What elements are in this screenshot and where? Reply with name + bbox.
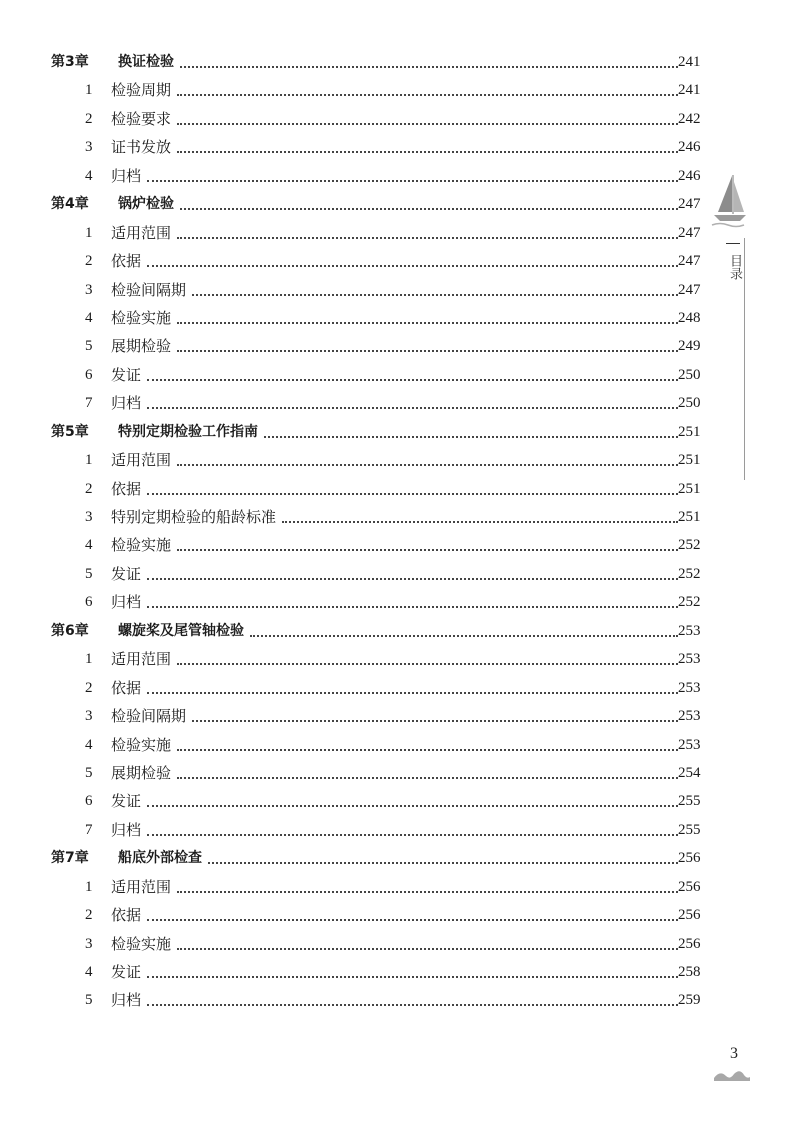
toc-section-row[interactable] bbox=[0, 732, 790, 760]
toc-entry-title: 检验要求 bbox=[111, 109, 172, 128]
toc-entry-title: 依据 bbox=[111, 479, 142, 498]
dot-leader bbox=[147, 493, 678, 495]
toc-entry-number: 4 bbox=[85, 964, 93, 980]
side-rule bbox=[744, 238, 745, 480]
toc-entry-title: 展期检验 bbox=[111, 763, 172, 782]
toc-entry-number: 1 bbox=[85, 452, 93, 469]
toc-entry-title: 归档 bbox=[111, 593, 142, 612]
toc-entry-page: 259 bbox=[678, 992, 701, 1009]
toc-entry-number: 第7章 bbox=[51, 850, 89, 867]
dot-leader bbox=[264, 436, 678, 438]
toc-entry-number: 4 bbox=[85, 537, 93, 554]
dot-leader bbox=[147, 606, 678, 608]
dot-leader bbox=[147, 265, 678, 267]
toc-entry-page: 253 bbox=[678, 651, 701, 668]
toc-section-row[interactable] bbox=[0, 646, 790, 674]
toc-entry-title: 适用范围 bbox=[111, 650, 172, 669]
toc-entry-title: 适用范围 bbox=[111, 451, 172, 470]
dot-leader bbox=[177, 663, 678, 665]
toc-section-row[interactable] bbox=[0, 987, 790, 1015]
dot-leader bbox=[282, 521, 678, 523]
toc-entry-number: 4 bbox=[85, 309, 93, 326]
toc-entry-number: 2 bbox=[85, 907, 93, 924]
toc-entry-number: 5 bbox=[85, 992, 93, 1009]
toc-section-row[interactable] bbox=[0, 447, 790, 475]
toc-entry-title: 发证 bbox=[111, 792, 142, 811]
toc-entry-page: 252 bbox=[678, 594, 701, 611]
dot-leader bbox=[177, 350, 678, 352]
dot-leader bbox=[177, 322, 678, 324]
toc-entry-title: 发证 bbox=[111, 963, 142, 981]
toc-entry-number: 第5章 bbox=[51, 423, 89, 440]
dot-leader bbox=[147, 1004, 678, 1006]
toc-section-row[interactable] bbox=[0, 77, 790, 105]
toc-chapter-row[interactable] bbox=[0, 845, 790, 873]
toc-entry-page: 241 bbox=[678, 82, 701, 99]
toc-section-row[interactable] bbox=[0, 959, 790, 987]
toc-section-row[interactable] bbox=[0, 305, 790, 333]
dot-leader bbox=[147, 976, 678, 978]
toc-section-row[interactable] bbox=[0, 703, 790, 731]
toc-entry-page: 253 bbox=[678, 736, 701, 753]
toc-entry-number: 1 bbox=[85, 82, 93, 99]
toc-entry-number: 7 bbox=[85, 821, 93, 838]
dot-leader bbox=[147, 578, 678, 580]
toc-section-row[interactable] bbox=[0, 163, 790, 191]
toc-entry-title: 适用范围 bbox=[111, 877, 172, 896]
dot-leader bbox=[147, 180, 678, 182]
page-number: 3 bbox=[730, 1045, 738, 1062]
dot-leader bbox=[177, 464, 678, 466]
toc-entry-title: 归档 bbox=[111, 820, 142, 839]
dot-leader bbox=[177, 94, 678, 96]
toc-entry-title: 归档 bbox=[111, 394, 142, 413]
toc-section-row[interactable] bbox=[0, 902, 790, 930]
toc-section-row[interactable] bbox=[0, 390, 790, 418]
toc-entry-page: 251 bbox=[678, 423, 701, 440]
toc-entry-title: 检验间隔期 bbox=[111, 280, 187, 299]
wave-icon bbox=[712, 1068, 752, 1082]
toc-entry-page: 253 bbox=[678, 708, 701, 725]
dot-leader bbox=[180, 66, 678, 68]
toc-entry-number: 2 bbox=[85, 679, 93, 696]
toc-entry-page: 251 bbox=[678, 509, 701, 525]
dot-leader bbox=[192, 294, 678, 296]
toc-section-row[interactable] bbox=[0, 931, 790, 959]
toc-entry-title: 展期检验 bbox=[111, 337, 172, 356]
toc-entry-page: 248 bbox=[678, 309, 701, 326]
dot-leader bbox=[192, 720, 678, 722]
toc-entry-page: 255 bbox=[678, 793, 701, 810]
dot-leader bbox=[147, 805, 678, 807]
toc-entry-page: 251 bbox=[678, 480, 701, 497]
toc-entry-title: 归档 bbox=[111, 166, 142, 185]
dot-leader bbox=[177, 123, 678, 125]
dot-leader bbox=[177, 151, 678, 153]
toc-section-row[interactable] bbox=[0, 106, 790, 134]
toc-entry-number: 3 bbox=[85, 139, 93, 156]
toc-section-row[interactable] bbox=[0, 561, 790, 589]
toc-entry-page: 247 bbox=[678, 196, 701, 213]
toc-entry-number: 1 bbox=[85, 224, 93, 241]
toc-entry-page: 253 bbox=[678, 679, 701, 696]
toc-entry-page: 249 bbox=[678, 338, 701, 355]
toc-entry-number: 4 bbox=[85, 167, 93, 184]
toc-entry-number: 7 bbox=[85, 395, 93, 412]
toc-chapter-row[interactable] bbox=[0, 419, 790, 447]
toc-entry-title: 螺旋桨及尾管轴检验 bbox=[118, 622, 244, 639]
toc-entry-number: 2 bbox=[85, 480, 93, 497]
toc-entry-page: 242 bbox=[678, 110, 701, 127]
toc-entry-page: 250 bbox=[678, 366, 701, 383]
toc-section-row[interactable] bbox=[0, 277, 790, 305]
toc-entry-number: 6 bbox=[85, 793, 93, 810]
toc-section-row[interactable] bbox=[0, 532, 790, 560]
toc-entry-title: 归档 bbox=[111, 991, 142, 1010]
toc-chapter-row[interactable] bbox=[0, 191, 790, 219]
toc-entry-page: 250 bbox=[678, 395, 701, 412]
dot-leader bbox=[177, 948, 678, 950]
toc-section-row[interactable] bbox=[0, 589, 790, 617]
dot-leader bbox=[250, 635, 678, 637]
toc-entry-page: 256 bbox=[678, 935, 701, 952]
toc-chapter-row[interactable] bbox=[0, 49, 790, 77]
toc-section-row[interactable] bbox=[0, 362, 790, 390]
dot-leader bbox=[147, 407, 678, 409]
toc-entry-title: 发证 bbox=[111, 365, 142, 384]
toc-entry-number: 第3章 bbox=[51, 54, 89, 70]
toc-entry-page: 252 bbox=[678, 537, 701, 554]
toc-entry-page: 252 bbox=[678, 565, 701, 582]
dot-leader bbox=[177, 237, 678, 239]
toc-entry-number: 1 bbox=[85, 878, 93, 895]
toc-entry-number: 3 bbox=[85, 509, 93, 525]
toc-entry-number: 4 bbox=[85, 736, 93, 753]
toc-entry-title: 适用范围 bbox=[111, 223, 172, 242]
toc-entry-page: 247 bbox=[678, 224, 701, 241]
toc-entry-page: 256 bbox=[678, 878, 701, 895]
toc-entry-title: 检验实施 bbox=[111, 934, 172, 953]
toc-entry-page: 254 bbox=[678, 764, 701, 781]
toc-entry-number: 5 bbox=[85, 338, 93, 355]
toc-section-row[interactable] bbox=[0, 675, 790, 703]
toc-entry-title: 发证 bbox=[111, 564, 142, 583]
dot-leader bbox=[180, 208, 678, 210]
toc-entry-number: 1 bbox=[85, 651, 93, 668]
toc-entry-title: 锅炉检验 bbox=[118, 196, 174, 213]
toc-entry-title: 检验实施 bbox=[111, 308, 172, 327]
dot-leader bbox=[177, 891, 678, 893]
toc-entry-number: 2 bbox=[85, 110, 93, 127]
dot-leader bbox=[177, 549, 678, 551]
toc-entry-page: 256 bbox=[678, 907, 701, 924]
toc-entry-title: 换证检验 bbox=[118, 54, 174, 70]
table-of-contents bbox=[0, 49, 790, 1016]
toc-entry-title: 证书发放 bbox=[111, 138, 172, 157]
dot-leader bbox=[177, 749, 678, 751]
toc-chapter-row[interactable] bbox=[0, 618, 790, 646]
toc-entry-title: 依据 bbox=[111, 252, 142, 271]
toc-entry-number: 3 bbox=[85, 708, 93, 725]
toc-section-row[interactable] bbox=[0, 248, 790, 276]
side-dash bbox=[726, 243, 740, 244]
toc-section-row[interactable] bbox=[0, 817, 790, 845]
toc-entry-title: 检验实施 bbox=[111, 735, 172, 754]
toc-section-row[interactable] bbox=[0, 134, 790, 162]
toc-section-row[interactable] bbox=[0, 476, 790, 504]
toc-entry-title: 检验周期 bbox=[111, 81, 172, 100]
toc-section-row[interactable] bbox=[0, 788, 790, 816]
toc-entry-title: 船底外部检查 bbox=[118, 850, 202, 867]
toc-entry-number: 6 bbox=[85, 594, 93, 611]
toc-entry-number: 5 bbox=[85, 565, 93, 582]
toc-entry-page: 247 bbox=[678, 253, 701, 270]
toc-entry-page: 256 bbox=[678, 850, 701, 867]
toc-section-row[interactable] bbox=[0, 760, 790, 788]
toc-entry-number: 第6章 bbox=[51, 622, 89, 639]
dot-leader bbox=[177, 777, 678, 779]
dot-leader bbox=[147, 692, 678, 694]
toc-entry-number: 6 bbox=[85, 366, 93, 383]
dot-leader bbox=[147, 834, 678, 836]
toc-entry-title: 特别定期检验的船龄标准 bbox=[111, 508, 277, 526]
dot-leader bbox=[147, 919, 678, 921]
toc-entry-page: 251 bbox=[678, 452, 701, 469]
toc-entry-page: 253 bbox=[678, 622, 701, 639]
side-tab-label: 目录 bbox=[727, 254, 742, 280]
toc-entry-number: 3 bbox=[85, 935, 93, 952]
toc-entry-page: 255 bbox=[678, 821, 701, 838]
toc-entry-page: 246 bbox=[678, 167, 701, 184]
toc-entry-page: 258 bbox=[678, 964, 701, 980]
toc-entry-title: 依据 bbox=[111, 678, 142, 697]
toc-entry-page: 241 bbox=[678, 54, 701, 70]
toc-entry-title: 特别定期检验工作指南 bbox=[118, 423, 258, 440]
toc-entry-number: 5 bbox=[85, 764, 93, 781]
toc-entry-title: 检验间隔期 bbox=[111, 707, 187, 726]
toc-section-row[interactable] bbox=[0, 504, 790, 532]
toc-entry-title: 依据 bbox=[111, 906, 142, 925]
toc-section-row[interactable] bbox=[0, 874, 790, 902]
toc-entry-number: 2 bbox=[85, 253, 93, 270]
dot-leader bbox=[208, 862, 678, 864]
toc-section-row[interactable] bbox=[0, 220, 790, 248]
toc-entry-page: 246 bbox=[678, 139, 701, 156]
toc-entry-page: 247 bbox=[678, 281, 701, 298]
dot-leader bbox=[147, 379, 678, 381]
toc-entry-title: 检验实施 bbox=[111, 536, 172, 555]
toc-section-row[interactable] bbox=[0, 333, 790, 361]
toc-entry-number: 第4章 bbox=[51, 196, 89, 213]
sailboat-icon bbox=[710, 172, 750, 232]
toc-entry-number: 3 bbox=[85, 281, 93, 298]
